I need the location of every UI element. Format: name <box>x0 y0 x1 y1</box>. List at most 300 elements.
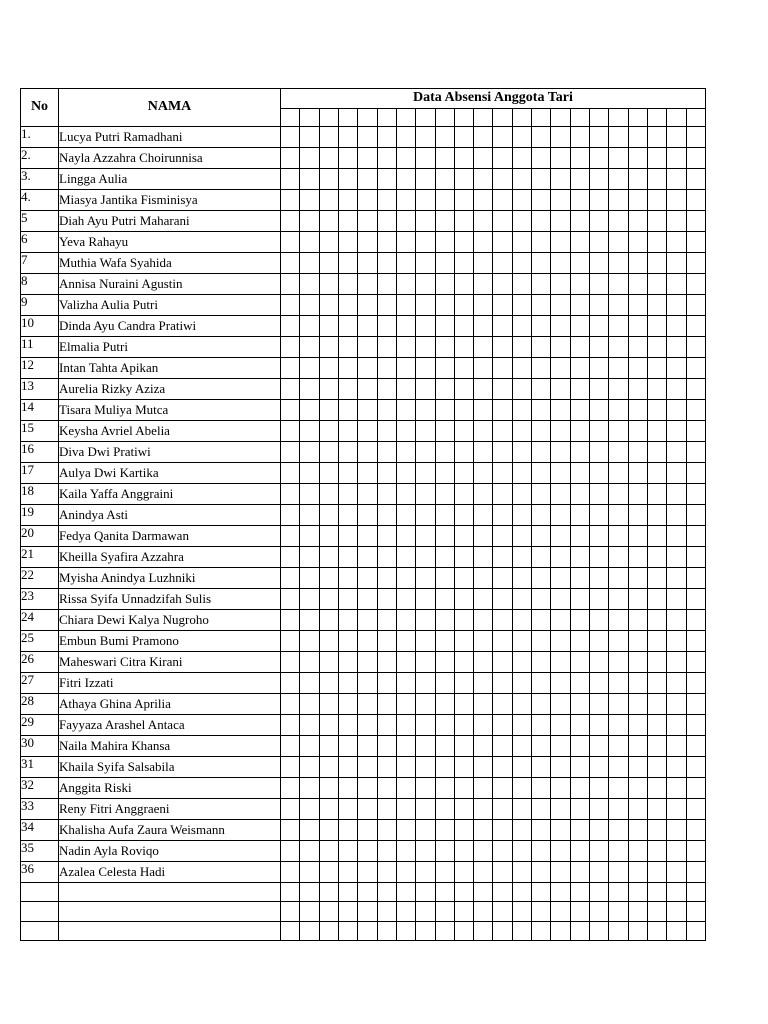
attendance-cell[interactable] <box>551 357 570 378</box>
attendance-cell[interactable] <box>281 921 300 941</box>
attendance-cell[interactable] <box>570 921 589 941</box>
attendance-cell[interactable] <box>493 588 512 609</box>
attendance-cell[interactable] <box>686 252 705 273</box>
attendance-cell[interactable] <box>281 462 300 483</box>
attendance-cell[interactable] <box>493 483 512 504</box>
attendance-cell[interactable] <box>319 210 338 231</box>
attendance-cell[interactable] <box>493 798 512 819</box>
attendance-cell[interactable] <box>493 714 512 735</box>
attendance-cell[interactable] <box>570 861 589 882</box>
attendance-cell[interactable] <box>590 861 609 882</box>
attendance-cell[interactable] <box>300 819 319 840</box>
attendance-cell[interactable] <box>570 126 589 147</box>
attendance-cell[interactable] <box>493 357 512 378</box>
attendance-cell[interactable] <box>686 462 705 483</box>
attendance-cell[interactable] <box>338 504 357 525</box>
attendance-cell[interactable] <box>377 252 396 273</box>
attendance-cell[interactable] <box>454 273 473 294</box>
attendance-cell[interactable] <box>686 273 705 294</box>
attendance-cell[interactable] <box>667 525 686 546</box>
attendance-cell[interactable] <box>667 672 686 693</box>
attendance-cell[interactable] <box>532 273 551 294</box>
attendance-cell[interactable] <box>281 294 300 315</box>
attendance-cell[interactable] <box>358 441 377 462</box>
attendance-cell[interactable] <box>300 882 319 902</box>
attendance-cell[interactable] <box>454 735 473 756</box>
attendance-cell[interactable] <box>686 798 705 819</box>
attendance-cell[interactable] <box>628 210 647 231</box>
attendance-cell[interactable] <box>512 735 531 756</box>
attendance-cell[interactable] <box>396 189 415 210</box>
attendance-cell[interactable] <box>338 189 357 210</box>
attendance-cell[interactable] <box>686 651 705 672</box>
attendance-cell[interactable] <box>300 672 319 693</box>
attendance-cell[interactable] <box>512 273 531 294</box>
attendance-cell[interactable] <box>570 735 589 756</box>
attendance-cell[interactable] <box>319 902 338 922</box>
attendance-cell[interactable] <box>454 588 473 609</box>
attendance-cell[interactable] <box>609 462 628 483</box>
attendance-cell[interactable] <box>281 525 300 546</box>
attendance-cell[interactable] <box>570 546 589 567</box>
attendance-cell[interactable] <box>493 147 512 168</box>
attendance-cell[interactable] <box>396 399 415 420</box>
attendance-cell[interactable] <box>590 882 609 902</box>
attendance-cell[interactable] <box>609 525 628 546</box>
attendance-cell[interactable] <box>647 294 666 315</box>
attendance-cell[interactable] <box>416 420 435 441</box>
attendance-cell[interactable] <box>319 399 338 420</box>
attendance-cell[interactable] <box>358 819 377 840</box>
attendance-cell[interactable] <box>416 315 435 336</box>
attendance-cell[interactable] <box>570 294 589 315</box>
attendance-cell[interactable] <box>590 777 609 798</box>
attendance-cell[interactable] <box>590 189 609 210</box>
attendance-cell[interactable] <box>474 483 493 504</box>
attendance-cell[interactable] <box>551 777 570 798</box>
attendance-cell[interactable] <box>338 693 357 714</box>
attendance-cell[interactable] <box>416 147 435 168</box>
attendance-cell[interactable] <box>396 315 415 336</box>
attendance-cell[interactable] <box>416 777 435 798</box>
attendance-cell[interactable] <box>358 126 377 147</box>
attendance-cell[interactable] <box>300 525 319 546</box>
attendance-cell[interactable] <box>590 420 609 441</box>
attendance-cell[interactable] <box>590 378 609 399</box>
attendance-cell[interactable] <box>512 399 531 420</box>
attendance-cell[interactable] <box>590 231 609 252</box>
attendance-cell[interactable] <box>300 798 319 819</box>
attendance-cell[interactable] <box>300 252 319 273</box>
attendance-cell[interactable] <box>647 861 666 882</box>
attendance-cell[interactable] <box>590 902 609 922</box>
attendance-cell[interactable] <box>319 609 338 630</box>
attendance-cell[interactable] <box>609 210 628 231</box>
attendance-cell[interactable] <box>667 441 686 462</box>
attendance-cell[interactable] <box>609 819 628 840</box>
attendance-cell[interactable] <box>686 714 705 735</box>
attendance-cell[interactable] <box>416 630 435 651</box>
attendance-cell[interactable] <box>590 819 609 840</box>
attendance-cell[interactable] <box>319 861 338 882</box>
attendance-cell[interactable] <box>570 609 589 630</box>
attendance-cell[interactable] <box>377 777 396 798</box>
attendance-cell[interactable] <box>532 252 551 273</box>
attendance-cell[interactable] <box>551 735 570 756</box>
attendance-cell[interactable] <box>570 672 589 693</box>
attendance-cell[interactable] <box>396 798 415 819</box>
attendance-cell[interactable] <box>338 420 357 441</box>
attendance-cell[interactable] <box>416 378 435 399</box>
attendance-cell[interactable] <box>396 294 415 315</box>
attendance-cell[interactable] <box>416 462 435 483</box>
attendance-cell[interactable] <box>454 567 473 588</box>
attendance-cell[interactable] <box>338 126 357 147</box>
attendance-cell[interactable] <box>435 902 454 922</box>
attendance-cell[interactable] <box>570 693 589 714</box>
attendance-cell[interactable] <box>338 210 357 231</box>
attendance-cell[interactable] <box>667 798 686 819</box>
attendance-cell[interactable] <box>435 336 454 357</box>
attendance-cell[interactable] <box>647 420 666 441</box>
attendance-cell[interactable] <box>570 189 589 210</box>
attendance-cell[interactable] <box>570 378 589 399</box>
attendance-cell[interactable] <box>300 441 319 462</box>
attendance-cell[interactable] <box>454 147 473 168</box>
attendance-cell[interactable] <box>454 921 473 941</box>
attendance-cell[interactable] <box>686 357 705 378</box>
attendance-cell[interactable] <box>474 819 493 840</box>
attendance-cell[interactable] <box>358 798 377 819</box>
attendance-cell[interactable] <box>416 819 435 840</box>
attendance-cell[interactable] <box>647 525 666 546</box>
attendance-cell[interactable] <box>532 504 551 525</box>
attendance-cell[interactable] <box>647 273 666 294</box>
attendance-cell[interactable] <box>628 147 647 168</box>
attendance-cell[interactable] <box>300 546 319 567</box>
attendance-cell[interactable] <box>338 756 357 777</box>
attendance-cell[interactable] <box>647 921 666 941</box>
attendance-cell[interactable] <box>551 525 570 546</box>
attendance-cell[interactable] <box>281 483 300 504</box>
attendance-cell[interactable] <box>512 336 531 357</box>
attendance-cell[interactable] <box>686 735 705 756</box>
attendance-cell[interactable] <box>609 357 628 378</box>
attendance-cell[interactable] <box>628 168 647 189</box>
attendance-cell[interactable] <box>396 777 415 798</box>
attendance-cell[interactable] <box>474 567 493 588</box>
attendance-cell[interactable] <box>474 231 493 252</box>
attendance-cell[interactable] <box>686 441 705 462</box>
attendance-cell[interactable] <box>532 819 551 840</box>
attendance-cell[interactable] <box>512 315 531 336</box>
attendance-cell[interactable] <box>358 420 377 441</box>
attendance-cell[interactable] <box>493 840 512 861</box>
attendance-cell[interactable] <box>667 357 686 378</box>
attendance-cell[interactable] <box>435 798 454 819</box>
attendance-cell[interactable] <box>300 630 319 651</box>
attendance-cell[interactable] <box>377 902 396 922</box>
attendance-cell[interactable] <box>532 756 551 777</box>
attendance-cell[interactable] <box>667 588 686 609</box>
attendance-cell[interactable] <box>628 609 647 630</box>
attendance-cell[interactable] <box>377 882 396 902</box>
attendance-cell[interactable] <box>628 819 647 840</box>
attendance-cell[interactable] <box>416 882 435 902</box>
attendance-cell[interactable] <box>319 672 338 693</box>
attendance-cell[interactable] <box>281 651 300 672</box>
attendance-cell[interactable] <box>338 252 357 273</box>
attendance-cell[interactable] <box>281 714 300 735</box>
attendance-cell[interactable] <box>454 126 473 147</box>
attendance-cell[interactable] <box>474 630 493 651</box>
attendance-cell[interactable] <box>551 420 570 441</box>
attendance-cell[interactable] <box>493 567 512 588</box>
attendance-cell[interactable] <box>667 921 686 941</box>
attendance-cell[interactable] <box>435 273 454 294</box>
attendance-cell[interactable] <box>590 588 609 609</box>
attendance-cell[interactable] <box>396 231 415 252</box>
attendance-cell[interactable] <box>609 504 628 525</box>
attendance-cell[interactable] <box>338 777 357 798</box>
attendance-cell[interactable] <box>416 902 435 922</box>
attendance-cell[interactable] <box>532 735 551 756</box>
attendance-cell[interactable] <box>319 798 338 819</box>
attendance-cell[interactable] <box>454 756 473 777</box>
attendance-cell[interactable] <box>493 315 512 336</box>
attendance-cell[interactable] <box>647 567 666 588</box>
attendance-cell[interactable] <box>474 777 493 798</box>
attendance-cell[interactable] <box>319 819 338 840</box>
attendance-cell[interactable] <box>416 651 435 672</box>
attendance-cell[interactable] <box>667 714 686 735</box>
attendance-cell[interactable] <box>647 399 666 420</box>
attendance-cell[interactable] <box>338 840 357 861</box>
attendance-cell[interactable] <box>570 336 589 357</box>
attendance-cell[interactable] <box>474 168 493 189</box>
attendance-cell[interactable] <box>609 902 628 922</box>
attendance-cell[interactable] <box>474 378 493 399</box>
attendance-cell[interactable] <box>590 693 609 714</box>
attendance-cell[interactable] <box>300 902 319 922</box>
attendance-cell[interactable] <box>300 735 319 756</box>
attendance-cell[interactable] <box>493 756 512 777</box>
attendance-cell[interactable] <box>493 399 512 420</box>
attendance-cell[interactable] <box>609 315 628 336</box>
attendance-cell[interactable] <box>300 168 319 189</box>
attendance-cell[interactable] <box>435 630 454 651</box>
attendance-cell[interactable] <box>454 861 473 882</box>
attendance-cell[interactable] <box>300 315 319 336</box>
attendance-cell[interactable] <box>551 861 570 882</box>
attendance-cell[interactable] <box>609 273 628 294</box>
attendance-cell[interactable] <box>667 168 686 189</box>
attendance-cell[interactable] <box>338 462 357 483</box>
attendance-cell[interactable] <box>686 588 705 609</box>
attendance-cell[interactable] <box>551 651 570 672</box>
attendance-cell[interactable] <box>454 315 473 336</box>
attendance-cell[interactable] <box>647 252 666 273</box>
attendance-cell[interactable] <box>281 693 300 714</box>
attendance-cell[interactable] <box>686 231 705 252</box>
attendance-cell[interactable] <box>474 336 493 357</box>
attendance-cell[interactable] <box>570 147 589 168</box>
attendance-cell[interactable] <box>435 462 454 483</box>
attendance-cell[interactable] <box>319 714 338 735</box>
attendance-cell[interactable] <box>667 504 686 525</box>
attendance-cell[interactable] <box>590 441 609 462</box>
attendance-cell[interactable] <box>319 315 338 336</box>
attendance-cell[interactable] <box>338 672 357 693</box>
attendance-cell[interactable] <box>281 357 300 378</box>
attendance-cell[interactable] <box>416 168 435 189</box>
attendance-cell[interactable] <box>281 126 300 147</box>
attendance-cell[interactable] <box>590 546 609 567</box>
attendance-cell[interactable] <box>377 336 396 357</box>
attendance-cell[interactable] <box>609 231 628 252</box>
attendance-cell[interactable] <box>396 735 415 756</box>
attendance-cell[interactable] <box>512 672 531 693</box>
attendance-cell[interactable] <box>493 126 512 147</box>
attendance-cell[interactable] <box>416 735 435 756</box>
attendance-cell[interactable] <box>570 777 589 798</box>
attendance-cell[interactable] <box>532 588 551 609</box>
attendance-cell[interactable] <box>396 882 415 902</box>
attendance-cell[interactable] <box>454 651 473 672</box>
attendance-cell[interactable] <box>590 462 609 483</box>
attendance-cell[interactable] <box>435 609 454 630</box>
attendance-cell[interactable] <box>338 609 357 630</box>
attendance-cell[interactable] <box>435 840 454 861</box>
attendance-cell[interactable] <box>281 420 300 441</box>
attendance-cell[interactable] <box>300 756 319 777</box>
attendance-cell[interactable] <box>628 273 647 294</box>
attendance-cell[interactable] <box>358 504 377 525</box>
attendance-cell[interactable] <box>358 168 377 189</box>
attendance-cell[interactable] <box>377 399 396 420</box>
attendance-cell[interactable] <box>358 483 377 504</box>
attendance-cell[interactable] <box>551 483 570 504</box>
attendance-cell[interactable] <box>319 882 338 902</box>
attendance-cell[interactable] <box>435 735 454 756</box>
attendance-cell[interactable] <box>338 882 357 902</box>
attendance-cell[interactable] <box>435 210 454 231</box>
attendance-cell[interactable] <box>590 714 609 735</box>
attendance-cell[interactable] <box>281 756 300 777</box>
attendance-cell[interactable] <box>358 378 377 399</box>
attendance-cell[interactable] <box>551 399 570 420</box>
attendance-cell[interactable] <box>358 546 377 567</box>
attendance-cell[interactable] <box>300 462 319 483</box>
attendance-cell[interactable] <box>338 902 357 922</box>
attendance-cell[interactable] <box>358 735 377 756</box>
attendance-cell[interactable] <box>551 252 570 273</box>
attendance-cell[interactable] <box>377 504 396 525</box>
attendance-cell[interactable] <box>416 294 435 315</box>
attendance-cell[interactable] <box>686 672 705 693</box>
attendance-cell[interactable] <box>551 210 570 231</box>
attendance-cell[interactable] <box>512 147 531 168</box>
attendance-cell[interactable] <box>435 567 454 588</box>
attendance-cell[interactable] <box>551 672 570 693</box>
attendance-cell[interactable] <box>474 294 493 315</box>
attendance-cell[interactable] <box>319 336 338 357</box>
attendance-cell[interactable] <box>493 336 512 357</box>
attendance-cell[interactable] <box>300 210 319 231</box>
attendance-cell[interactable] <box>358 840 377 861</box>
attendance-cell[interactable] <box>512 609 531 630</box>
attendance-cell[interactable] <box>435 189 454 210</box>
attendance-cell[interactable] <box>454 231 473 252</box>
attendance-cell[interactable] <box>512 693 531 714</box>
attendance-cell[interactable] <box>532 126 551 147</box>
attendance-cell[interactable] <box>647 126 666 147</box>
attendance-cell[interactable] <box>416 672 435 693</box>
attendance-cell[interactable] <box>377 630 396 651</box>
attendance-cell[interactable] <box>396 921 415 941</box>
attendance-cell[interactable] <box>512 357 531 378</box>
attendance-cell[interactable] <box>512 921 531 941</box>
attendance-cell[interactable] <box>532 840 551 861</box>
attendance-cell[interactable] <box>319 441 338 462</box>
attendance-cell[interactable] <box>281 798 300 819</box>
attendance-cell[interactable] <box>435 693 454 714</box>
attendance-cell[interactable] <box>532 399 551 420</box>
attendance-cell[interactable] <box>319 294 338 315</box>
attendance-cell[interactable] <box>435 714 454 735</box>
attendance-cell[interactable] <box>532 525 551 546</box>
attendance-cell[interactable] <box>338 798 357 819</box>
attendance-cell[interactable] <box>377 168 396 189</box>
attendance-cell[interactable] <box>512 861 531 882</box>
attendance-cell[interactable] <box>551 630 570 651</box>
attendance-cell[interactable] <box>667 546 686 567</box>
attendance-cell[interactable] <box>396 168 415 189</box>
attendance-cell[interactable] <box>377 672 396 693</box>
attendance-cell[interactable] <box>396 693 415 714</box>
attendance-cell[interactable] <box>319 588 338 609</box>
attendance-cell[interactable] <box>590 672 609 693</box>
attendance-cell[interactable] <box>647 672 666 693</box>
attendance-cell[interactable] <box>667 420 686 441</box>
attendance-cell[interactable] <box>512 231 531 252</box>
attendance-cell[interactable] <box>647 902 666 922</box>
attendance-cell[interactable] <box>338 819 357 840</box>
attendance-cell[interactable] <box>686 902 705 922</box>
attendance-cell[interactable] <box>377 483 396 504</box>
attendance-cell[interactable] <box>358 714 377 735</box>
attendance-cell[interactable] <box>396 147 415 168</box>
attendance-cell[interactable] <box>319 126 338 147</box>
attendance-cell[interactable] <box>435 420 454 441</box>
attendance-cell[interactable] <box>281 252 300 273</box>
attendance-cell[interactable] <box>686 147 705 168</box>
attendance-cell[interactable] <box>338 378 357 399</box>
attendance-cell[interactable] <box>647 630 666 651</box>
attendance-cell[interactable] <box>512 882 531 902</box>
attendance-cell[interactable] <box>512 546 531 567</box>
attendance-cell[interactable] <box>493 861 512 882</box>
attendance-cell[interactable] <box>532 210 551 231</box>
attendance-cell[interactable] <box>338 336 357 357</box>
attendance-cell[interactable] <box>377 210 396 231</box>
attendance-cell[interactable] <box>377 378 396 399</box>
attendance-cell[interactable] <box>609 672 628 693</box>
attendance-cell[interactable] <box>319 420 338 441</box>
attendance-cell[interactable] <box>474 126 493 147</box>
attendance-cell[interactable] <box>532 609 551 630</box>
attendance-cell[interactable] <box>338 315 357 336</box>
